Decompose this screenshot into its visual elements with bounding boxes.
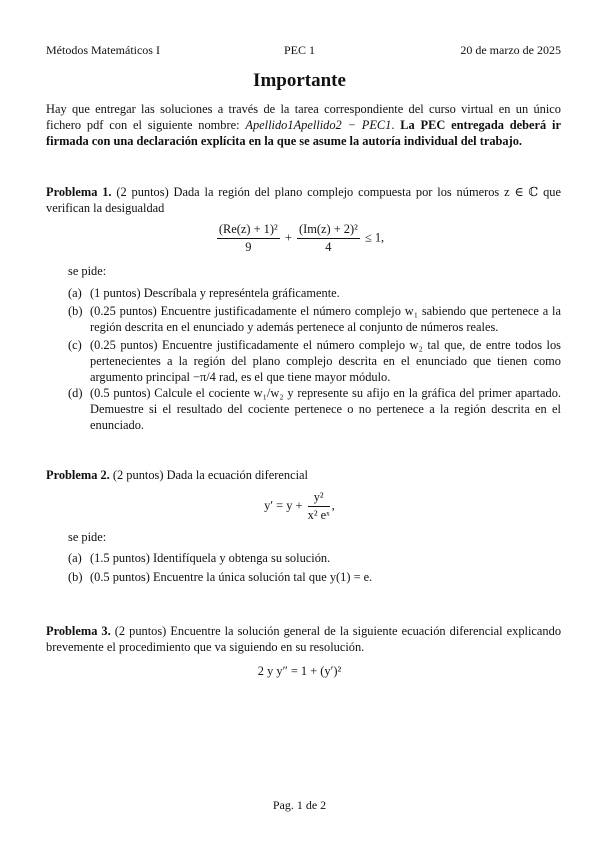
- problem1-statement: [46, 184, 561, 216]
- problem2-statement: [46, 467, 561, 483]
- problem1-rhs: ≤ 1,: [364, 230, 385, 245]
- item-text: (0.25 puntos) Encuentre justificadamente el número complejo w₁ sabiendo que pertenece a la región descrita en el enunciado y además pertenece al conjunto de números reales.: [90, 304, 561, 334]
- problem1-equation: [0, 222, 599, 255]
- problem3-equation: 2 y y″ = 1 + (y′)²: [257, 664, 342, 678]
- problem2-den: x² eˣ: [307, 508, 330, 522]
- problem2-num: y²: [308, 490, 330, 507]
- problem1-fraction-2: [297, 222, 360, 255]
- header-course: Métodos Matemáticos I: [46, 43, 160, 57]
- problem1-item-a: [68, 285, 561, 301]
- item-text: (1 puntos) Descríbala y represéntela gráficamente.: [90, 286, 340, 300]
- problem1-label: Problema 1.: [46, 185, 112, 199]
- problem1-item-d: [68, 385, 561, 433]
- problem2-label: Problema 2.: [46, 468, 110, 482]
- item-text: (0.5 puntos) Encuentre la única solución tal que y(1) = e.: [90, 570, 373, 584]
- item-text: (1.5 puntos) Identifíquela y obtenga su solución.: [90, 551, 331, 565]
- item-label: (b): [68, 570, 83, 584]
- intro-filename: Apellido1Apellido2 − PEC1: [245, 118, 392, 132]
- problem2-fraction: [308, 490, 330, 523]
- header-date: 20 de marzo de 2025: [460, 43, 561, 57]
- problem3-label: Problema 3.: [46, 624, 111, 638]
- problem3-statement: [46, 623, 561, 655]
- item-label: (c): [68, 338, 82, 352]
- item-label: (d): [68, 386, 83, 400]
- problem2-text: (2 puntos) Dada la ecuación diferencial: [112, 468, 308, 482]
- intro-text-a: Hay que entregar las soluciones a través de la tarea correspondiente del curso virtual en un único fichero pdf con el siguiente nombre:: [46, 102, 561, 132]
- problem3-text: (2 puntos) Encuentre la solución general de la siguiente ecuación diferencial explicando brevemente el procedimiento que va siguiendo en su resolución.: [46, 624, 562, 654]
- problem1-num2: (Im(z) + 2)²: [297, 222, 360, 239]
- item-text: (0.25 puntos) Encuentre justificadamente el número complejo w₂ tal que, de entre todos los pertenecientes a la región del plano complejo descrita en el enunciado que tienen como argumento principal −π/4 rad, es el que tiene mayor módulo.: [90, 338, 561, 384]
- problem1-item-c: [68, 337, 561, 385]
- page-title: Importante: [253, 70, 346, 91]
- page-number: Pag. 1 de 2: [272, 798, 327, 812]
- item-label: (a): [68, 551, 82, 565]
- item-text: (0.5 puntos) Calcule el cociente w₁/w₂ y represente su afijo en la gráfica del primer apartado. Demuestre si el resultado del cociente pertenece o no pertenece a la región descrita en el enunciado.: [90, 386, 561, 432]
- problem1-text: (2 puntos) Dada la región del plano complejo compuesta por los números z ∈ ℂ que verifican la desigualdad: [46, 185, 562, 215]
- problem2-tail: ,: [331, 498, 335, 513]
- problem1-sepide: se pide:: [68, 264, 107, 278]
- item-label: (a): [68, 286, 82, 300]
- problem2-item-a: [68, 550, 561, 566]
- item-label: (b): [68, 304, 83, 318]
- problem2-equation: [0, 490, 599, 523]
- problem2-item-b: [68, 569, 561, 585]
- problem1-item-b: [68, 303, 561, 335]
- problem1-den1: 9: [245, 240, 252, 254]
- header-exam: PEC 1: [283, 43, 315, 57]
- problem1-fraction-1: [217, 222, 280, 255]
- problem1-num1: (Re(z) + 1)²: [217, 222, 280, 239]
- intro-bold-notice: La PEC entregada deberá ir firmada con una declaración explícita en la que se asume la autoría individual del trabajo.: [46, 118, 561, 148]
- problem1-plus: +: [284, 230, 292, 245]
- intro-text-b: .: [391, 118, 401, 132]
- problem2-sepide: se pide:: [68, 530, 107, 544]
- problem1-den2: 4: [325, 240, 332, 254]
- intro-paragraph: [46, 101, 561, 149]
- problem2-lhs: y′ = y +: [264, 498, 303, 513]
